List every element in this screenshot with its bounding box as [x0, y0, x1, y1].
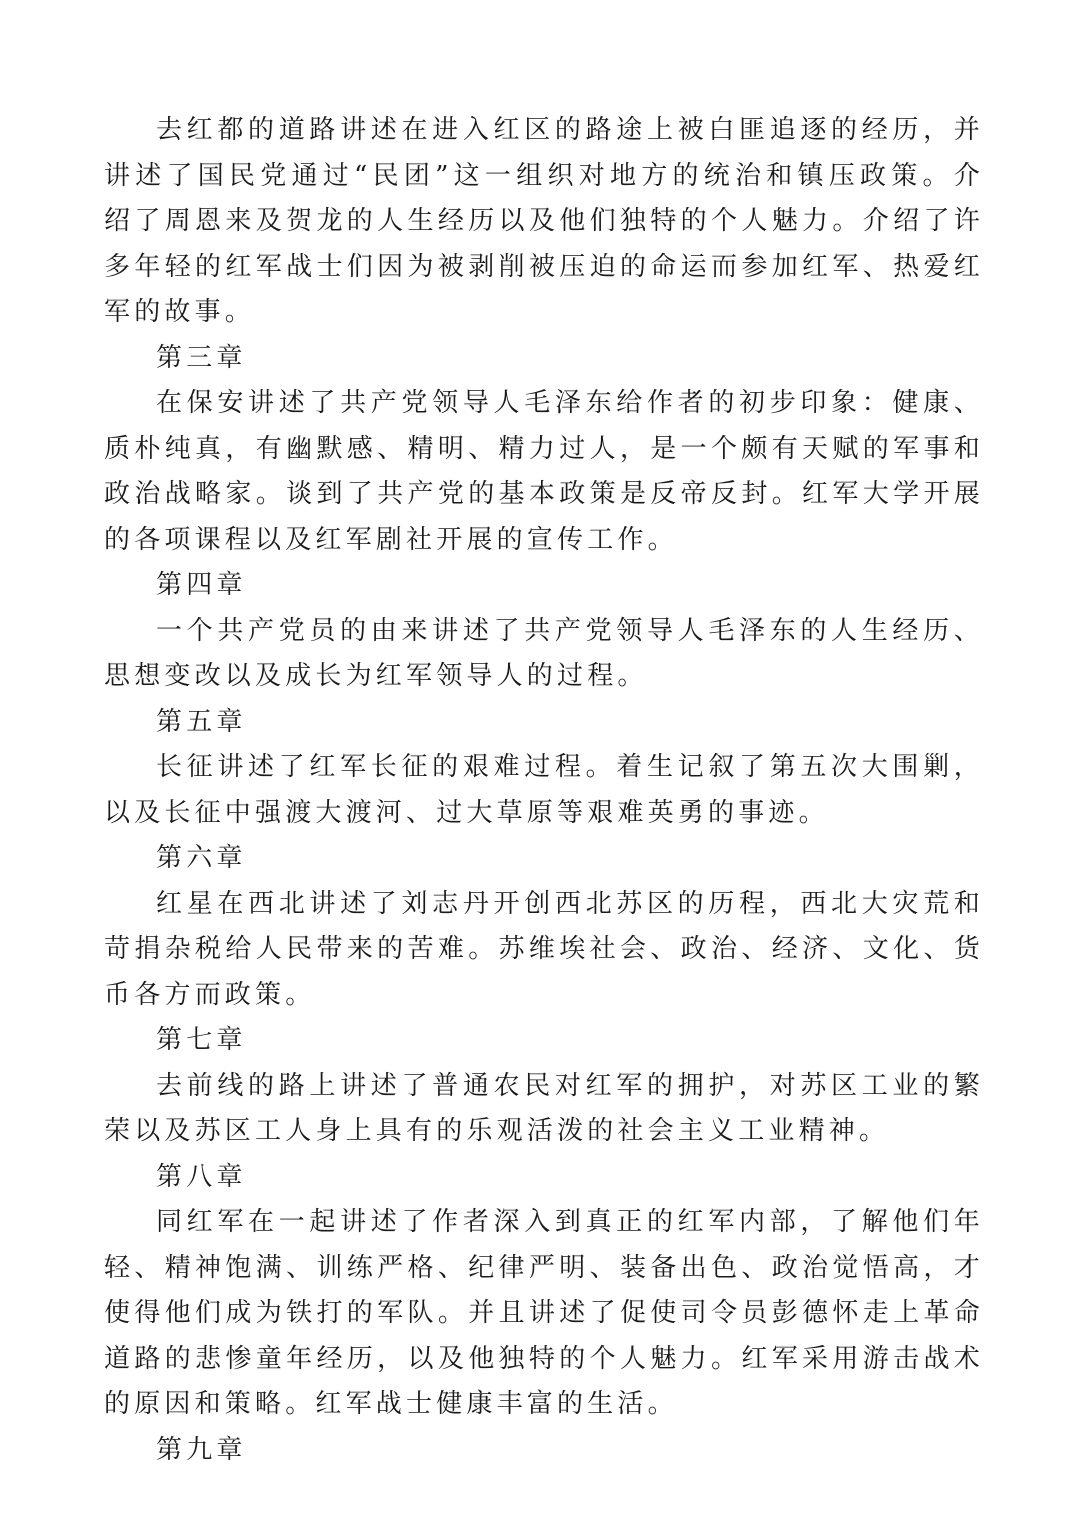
chapter-9-heading: 第九章 [156, 1434, 247, 1465]
chapter-4-summary-paragraph: 一个共产党员的由来讲述了共产党领导人毛泽东的人生经历、思想变改以及成长为红军领导人的过程。 [104, 615, 984, 691]
document-body [104, 108, 984, 1473]
chapter-5-heading: 第五章 [156, 706, 247, 737]
chapter-5-summary-paragraph: 长征讲述了红军长征的艰难过程。着生记叙了第五次大围剿，以及长征中强渡大渡河、过大草原等艰难英勇的事迹。 [104, 752, 984, 828]
chapter-8-heading: 第八章 [156, 1161, 247, 1192]
chapter-3-summary-paragraph: 在保安讲述了共产党领导人毛泽东给作者的初步印象：健康、质朴纯真，有幽默感、精明、精力过人，是一个颇有天赋的军事和政治战略家。谈到了共产党的基本政策是反帝反封。红军大学开展的各项课程以及红军剧社开展的宣传工作。 [104, 388, 984, 555]
chapter-2-summary-paragraph: 去红都的道路讲述在进入红区的路途上被白匪追逐的经历，并讲述了国民党通过“民团”这一组织对地方的统治和镇压政策。介绍了周恩来及贺龙的人生经历以及他们独特的个人魅力。介绍了许多年轻的红军战士们因为被剥削被压迫的命运而参加红军、热爱红军的故事。 [104, 115, 984, 327]
chapter-6-heading: 第六章 [156, 843, 247, 873]
chapter-7-heading: 第七章 [156, 1025, 247, 1055]
chapter-8-summary-paragraph: 同红军在一起讲述了作者深入到真正的红军内部，了解他们年轻、精神饱满、训练严格、纪律严明、装备出色、政治觉悟高，才使得他们成为铁打的军队。并且讲述了促使司令员彭德怀走上革命道路的悲惨童年经历，以及他独特的个人魅力。红军采用游击战术的原因和策略。红军战士健康丰富的生活。 [104, 1207, 984, 1419]
chapter-4-heading: 第四章 [156, 570, 247, 600]
chapter-3-heading: 第三章 [156, 342, 247, 373]
chapter-6-summary-paragraph: 红星在西北讲述了刘志丹开创西北苏区的历程，西北大灾荒和苛捐杂税给人民带来的苦难。苏维埃社会、政治、经济、文化、货币各方而政策。 [104, 888, 984, 1010]
chapter-7-summary-paragraph: 去前线的路上讲述了普通农民对红军的拥护，对苏区工业的繁荣以及苏区工人身上具有的乐观活泼的社会主义工业精神。 [104, 1070, 984, 1146]
